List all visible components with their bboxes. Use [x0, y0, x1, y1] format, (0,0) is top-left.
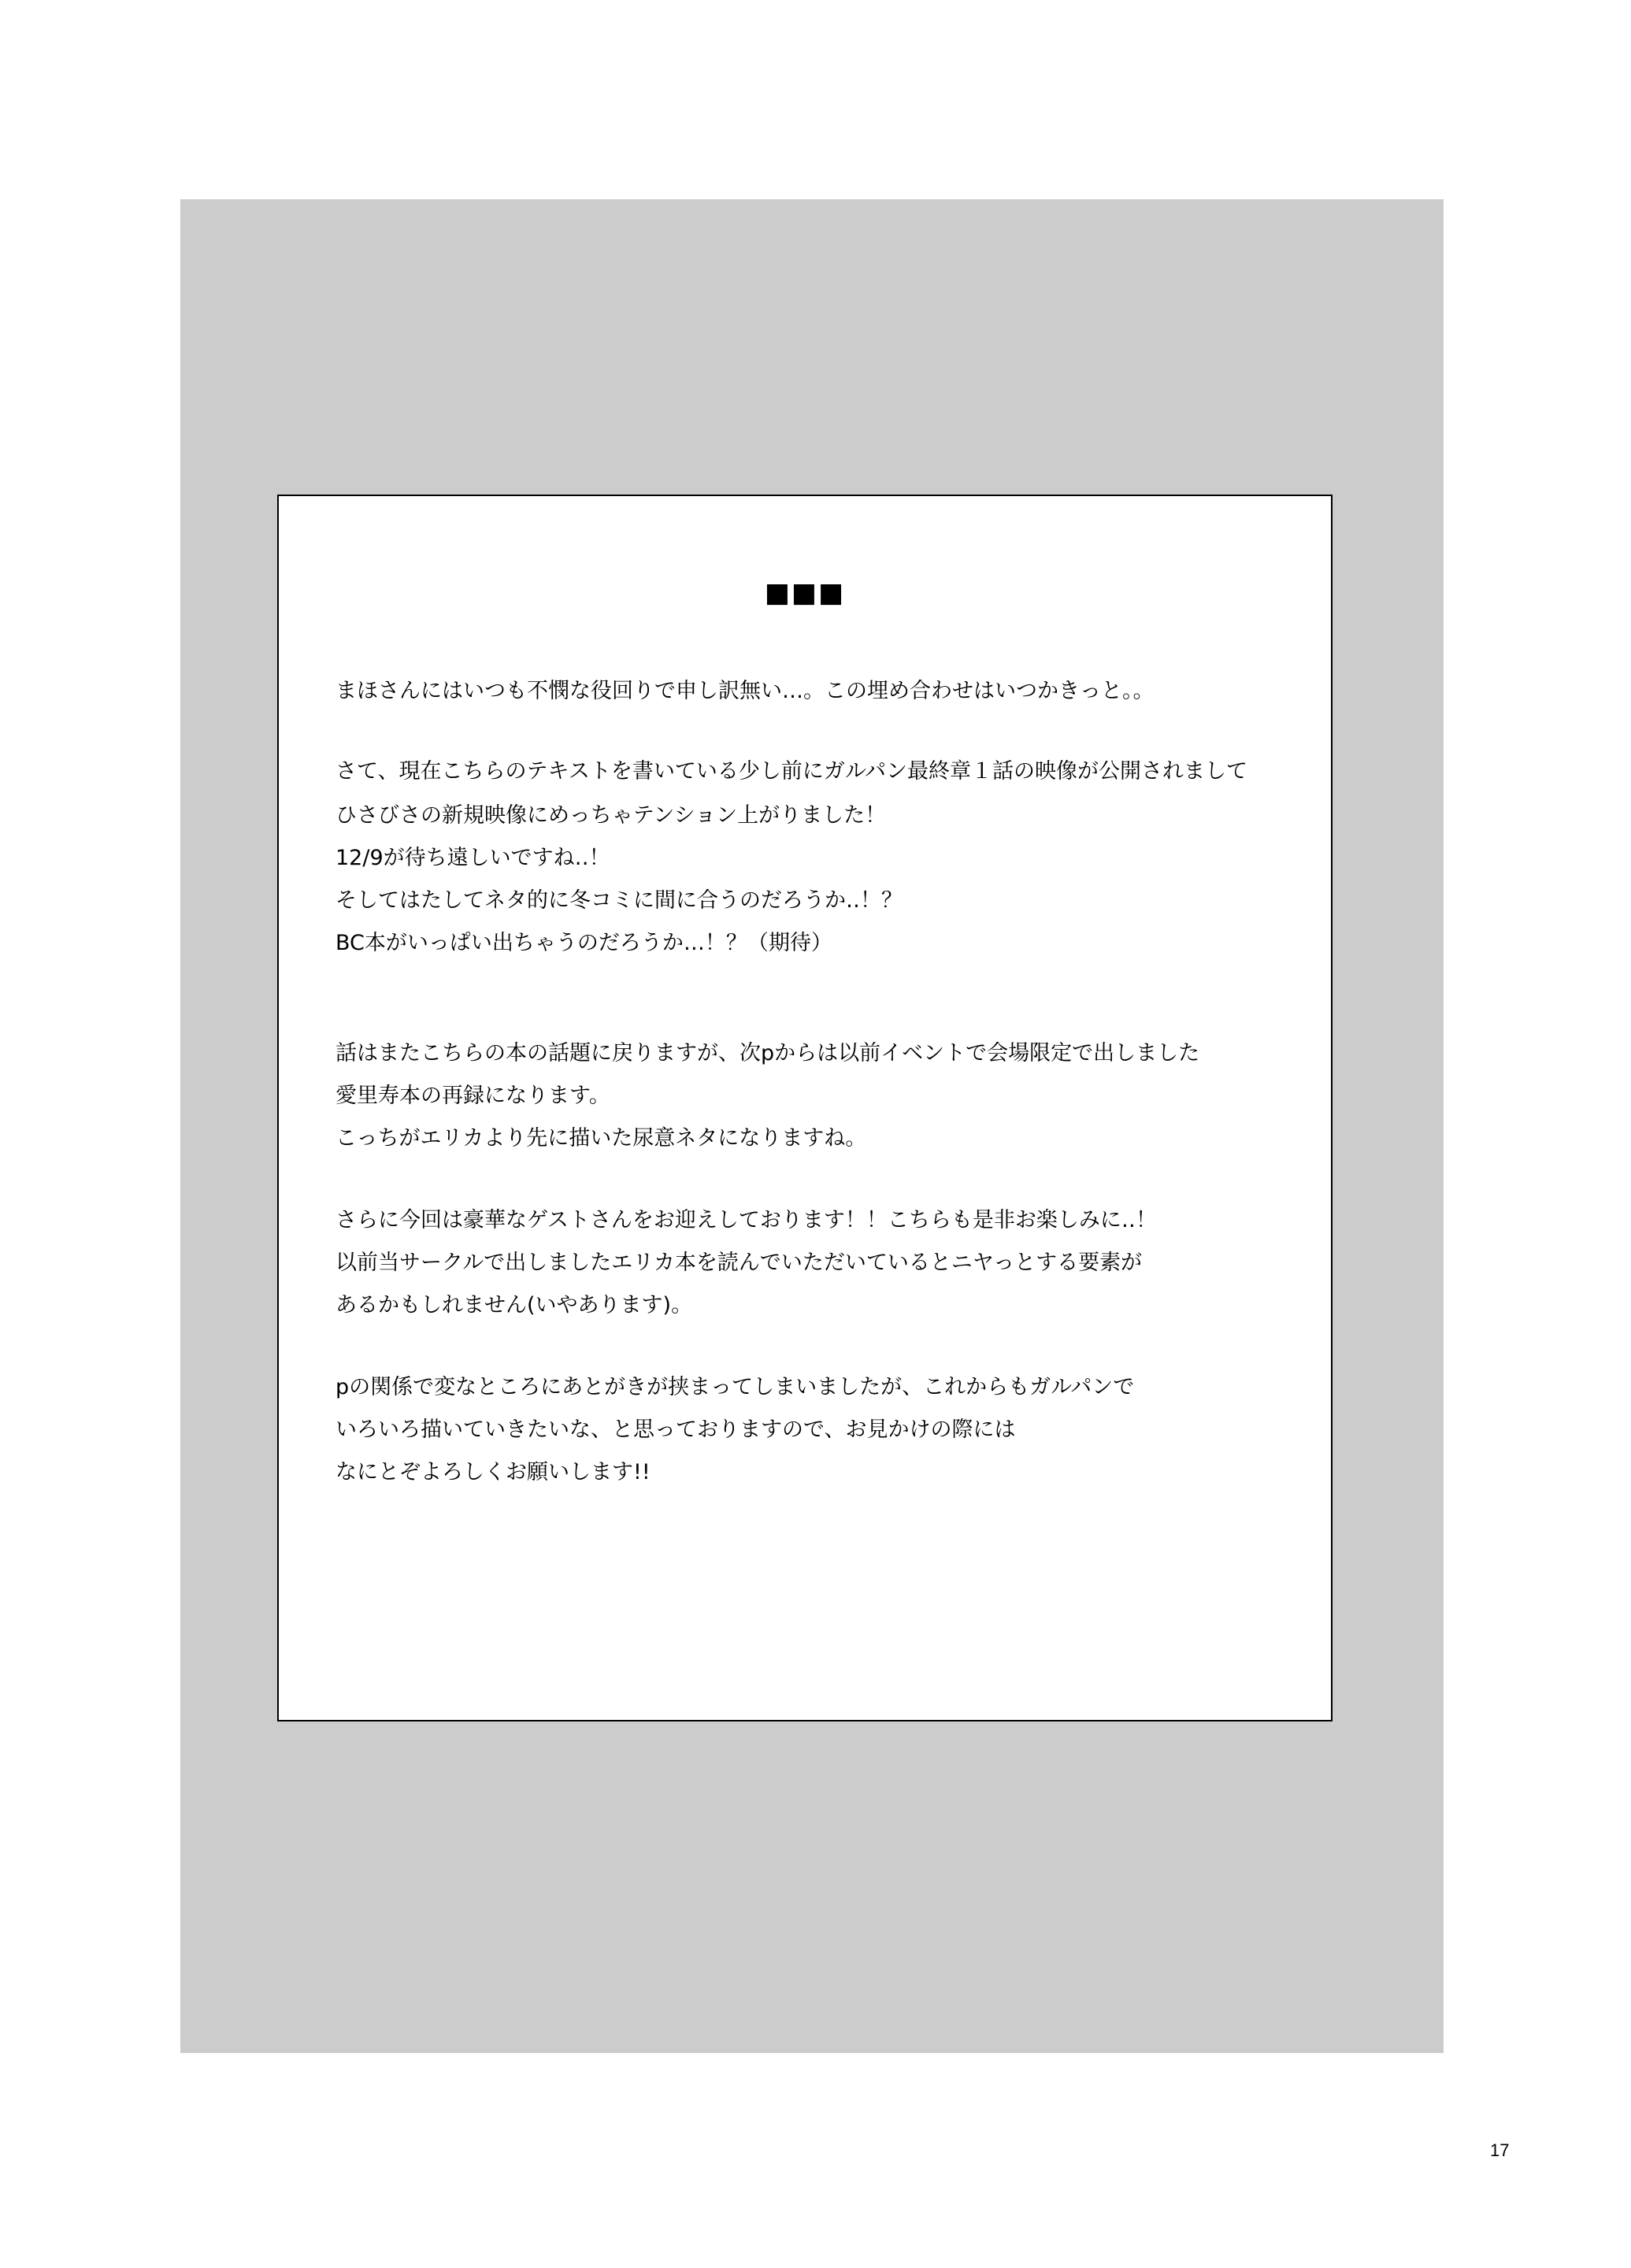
- afterword-line-15: なにとぞよろしくお願いします!!: [335, 1460, 651, 1484]
- header-marks: ■■■: [764, 577, 846, 609]
- afterword-text-box: [277, 495, 1333, 1721]
- afterword-line-5: そしてはたしてネタ的に冬コミに間に合うのだろうか‥！？: [335, 888, 903, 913]
- afterword-line-6: BC本がいっぱい出ちゃうのだろうか…！？（期待）: [335, 931, 832, 955]
- afterword-line-4: 12/9が待ち遠しいですね‥！: [335, 846, 610, 870]
- afterword-line-10: さらに今回は豪華なゲストさんをお迎えしております！！こちらも是非お楽しみに‥！: [335, 1208, 1157, 1232]
- afterword-line-8: 愛里寿本の再録になります。: [335, 1084, 610, 1108]
- afterword-line-11: 以前当サークルで出しましたエリカ本を読んでいただいているとニヤっとする要素が: [335, 1251, 1143, 1275]
- afterword-line-2: さて、現在こちらのテキストを書いている少し前にガルパン最終章１話の映像が公開されまして: [335, 759, 1248, 784]
- afterword-line-14: いろいろ描いていきたいな、と思っておりますので、お見かけの際には: [335, 1418, 1016, 1442]
- afterword-line-13: pの関係で変なところにあとがきが挟まってしまいましたが、これからもガルパンで: [335, 1375, 1135, 1399]
- afterword-line-12: あるかもしれません(いやあります)。: [335, 1293, 693, 1317]
- page-number: 17: [1490, 2140, 1510, 2160]
- afterword-line-7: 話はまたこちらの本の話題に戻りますが、次pからは以前イベントで会場限定で出しました: [335, 1041, 1200, 1065]
- afterword-line-1: まほさんにはいつも不憫な役回りで申し訳無い…。この埋め合わせはいつかきっと。。: [335, 679, 1155, 703]
- afterword-line-9: こっちがエリカより先に描いた尿意ネタになりますね。: [335, 1126, 867, 1151]
- afterword-line-3: ひさびさの新規映像にめっちゃテンション上がりました！: [335, 803, 887, 828]
